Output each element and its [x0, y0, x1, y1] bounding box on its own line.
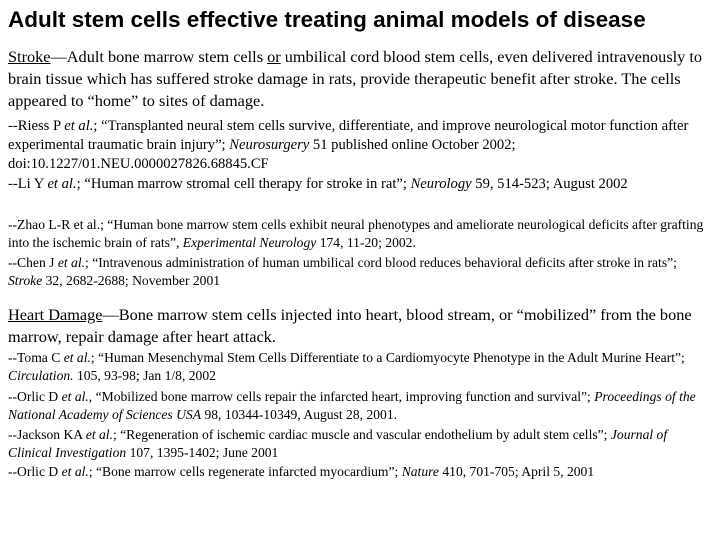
ref-author: --Riess P	[8, 118, 65, 134]
stroke-heading: Stroke	[8, 47, 51, 66]
stroke-intro-text-b: umbilical cord blood stem cells, even delivered intravenously to brain tissue which has suffered stroke damage in rats, provide therapeutic benefit after stroke. The cells appeared to “home” to sites of damage.	[8, 47, 703, 110]
ref-journal: Proceedings of the National Academy of Sciences USA	[8, 389, 696, 422]
ref-etal: et al.	[63, 350, 91, 365]
page-title: Adult stem cells effective treating animal models of disease	[8, 7, 646, 32]
ref-author: --Li Y	[8, 176, 48, 192]
stroke-ref-3	[8, 216, 713, 252]
ref-journal: Experimental Neurology	[182, 235, 317, 250]
heart-intro	[8, 304, 713, 348]
ref-title: ; “Human marrow stromal cell therapy for stroke in rat”;	[76, 176, 411, 192]
ref-author: --Toma C	[8, 350, 64, 365]
ref-etal: et al.	[85, 427, 113, 442]
ref-details: 51 published online October 2002; doi:10.1227/01.NEU.0000027826.68845.CF	[8, 137, 516, 172]
heart-ref-2	[8, 388, 713, 424]
stroke-intro-or: or	[267, 47, 281, 66]
heart-ref-1	[8, 349, 713, 385]
ref-etal: et al.	[47, 176, 77, 192]
ref-author: --Zhao L-R et al.	[8, 217, 101, 232]
ref-title: , “Mobilized bone marrow cells repair the infarcted heart, improving function and survival”;	[88, 389, 595, 404]
ref-etal: et al.	[64, 118, 94, 134]
ref-etal: et al.	[61, 389, 89, 404]
ref-title: ; “Transplanted neural stem cells survive, differentiate, and improve neurological motor function after experimental traumatic brain injury”;	[8, 118, 689, 153]
ref-details: 107, 1395-1402; June 2001	[126, 445, 279, 460]
ref-author: --Jackson KA	[8, 427, 86, 442]
heart-heading: Heart Damage	[8, 305, 103, 324]
heart-ref-4	[8, 463, 713, 481]
ref-journal: Journal of Clinical Investigation	[8, 427, 668, 460]
ref-author: --Orlic D	[8, 389, 62, 404]
ref-author: --Chen J	[8, 255, 58, 270]
ref-etal: et al.	[61, 464, 89, 479]
stroke-ref-4	[8, 254, 713, 290]
heart-ref-3	[8, 426, 713, 462]
ref-journal: Stroke	[8, 273, 43, 288]
ref-details: 32, 2682-2688; November 2001	[42, 273, 221, 288]
ref-details: 98, 10344-10349, August 28, 2001.	[201, 407, 398, 422]
ref-journal: Nature	[401, 464, 439, 479]
ref-title: ; “Human bone marrow stem cells exhibit neural phenotypes and ameliorate neurological deficits after grafting into the ischemic brain of rats”,	[8, 217, 704, 250]
ref-title: ; “Regeneration of ischemic cardiac muscle and vascular endothelium by adult stem cells”;	[112, 427, 611, 442]
ref-details: 174, 11-20; 2002.	[316, 235, 416, 250]
stroke-intro	[8, 46, 713, 112]
ref-details: 410, 701-705; April 5, 2001	[438, 464, 595, 479]
stroke-intro-text-a: —Adult bone marrow stem cells	[50, 47, 268, 66]
ref-details: 59, 514-523; August 2002	[471, 176, 628, 192]
ref-journal: Neurosurgery	[229, 137, 310, 153]
heart-intro-text: —Bone marrow stem cells injected into heart, blood stream, or “mobilized” from the bone marrow, repair damage after heart attack.	[8, 305, 692, 346]
ref-title: ; “Intravenous administration of human umbilical cord blood reduces behavioral deficits after stroke in rats”;	[85, 255, 677, 270]
ref-title: ; “Bone marrow cells regenerate infarcted myocardium”;	[88, 464, 402, 479]
ref-details: 105, 93-98; Jan 1/8, 2002	[73, 368, 216, 383]
ref-author: --Orlic D	[8, 464, 62, 479]
ref-journal: Circulation.	[8, 368, 74, 383]
ref-etal: et al.	[57, 255, 86, 270]
ref-title: ; “Human Mesenchymal Stem Cells Differentiate to a Cardiomyocyte Phenotype in the Adult Murine Heart”;	[90, 350, 685, 365]
stroke-ref-1	[8, 117, 713, 174]
stroke-ref-2	[8, 175, 713, 194]
ref-journal: Neurology	[410, 176, 472, 192]
